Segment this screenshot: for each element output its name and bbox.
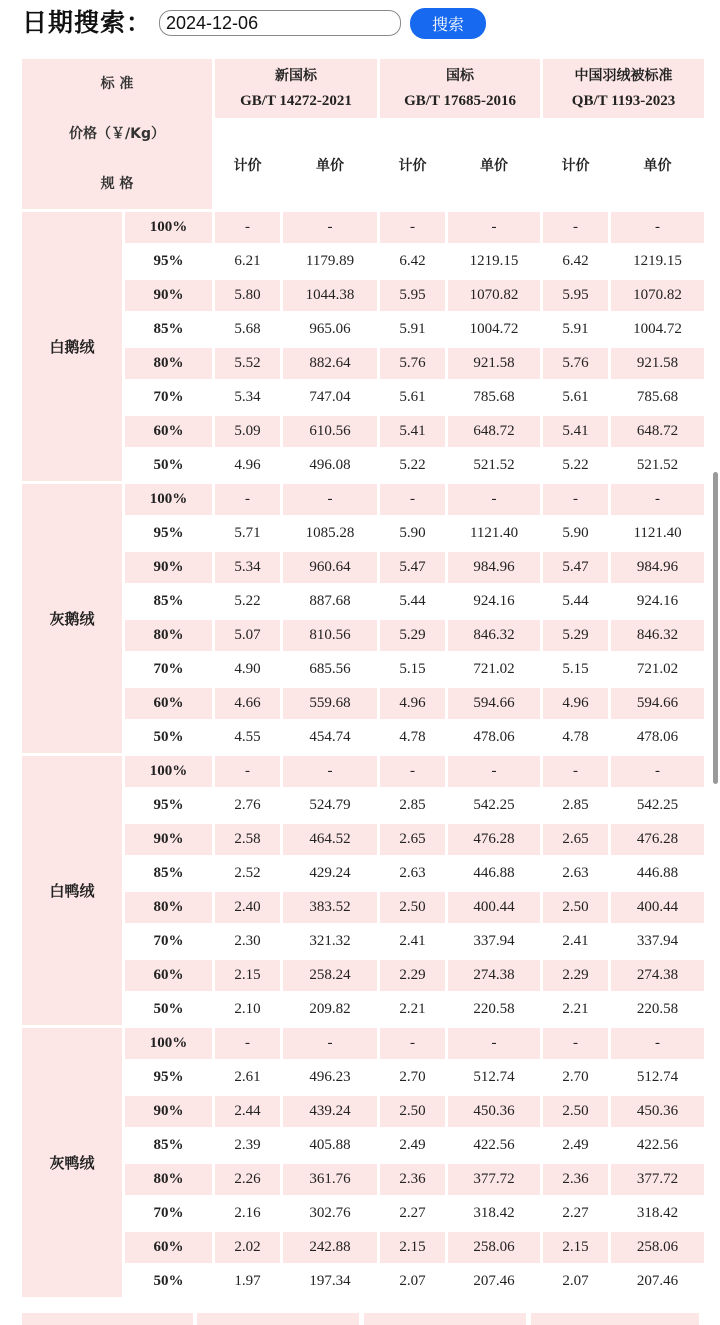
unit-price-cell: 984.96 bbox=[611, 552, 704, 583]
price-cell: 2.85 bbox=[543, 790, 608, 821]
table-row bbox=[22, 654, 704, 685]
next-table-header-strip bbox=[364, 1313, 526, 1325]
price-cell: 5.91 bbox=[380, 314, 445, 345]
price-cell: 2.16 bbox=[215, 1198, 280, 1229]
price-cell: 2.41 bbox=[543, 926, 608, 957]
price-cell: 2.70 bbox=[380, 1062, 445, 1093]
unit-price-cell: 446.88 bbox=[611, 858, 704, 889]
price-cell: 2.85 bbox=[380, 790, 445, 821]
price-cell: 5.44 bbox=[380, 586, 445, 617]
table-row bbox=[22, 1130, 704, 1161]
price-cell: 5.95 bbox=[380, 280, 445, 311]
price-cell: 5.29 bbox=[380, 620, 445, 651]
unit-price-cell: 524.79 bbox=[283, 790, 377, 821]
category-label: 白鹅绒 bbox=[22, 212, 122, 481]
table-row bbox=[22, 892, 704, 923]
price-cell: - bbox=[380, 212, 445, 243]
table-row bbox=[22, 1232, 704, 1263]
price-cell: 5.61 bbox=[543, 382, 608, 413]
unit-price-cell: 207.46 bbox=[448, 1266, 540, 1297]
unit-price-cell: 258.24 bbox=[283, 960, 377, 991]
table-row bbox=[22, 1164, 704, 1195]
unit-price-cell: 1070.82 bbox=[611, 280, 704, 311]
unit-price-cell: 361.76 bbox=[283, 1164, 377, 1195]
price-cell: 2.52 bbox=[215, 858, 280, 889]
price-cell: 5.68 bbox=[215, 314, 280, 345]
unit-price-cell: 960.64 bbox=[283, 552, 377, 583]
unit-price-cell: 721.02 bbox=[448, 654, 540, 685]
date-input[interactable] bbox=[159, 10, 401, 36]
unit-price-cell: 476.28 bbox=[611, 824, 704, 855]
corner-standard-label: 标 准 bbox=[100, 76, 134, 92]
price-cell: 2.39 bbox=[215, 1130, 280, 1161]
table-row bbox=[22, 246, 704, 277]
unit-price-cell: 887.68 bbox=[283, 586, 377, 617]
unit-price-cell: 512.74 bbox=[611, 1062, 704, 1093]
unit-price-cell: - bbox=[283, 1028, 377, 1059]
next-table-header-strip bbox=[22, 1313, 193, 1325]
corner-grade-label: 规 格 bbox=[100, 176, 134, 192]
price-cell: 5.95 bbox=[543, 280, 608, 311]
unit-price-cell: 337.94 bbox=[448, 926, 540, 957]
unit-price-cell: 594.66 bbox=[611, 688, 704, 719]
column-header-price: 计价 bbox=[380, 121, 445, 209]
unit-price-cell: 496.23 bbox=[283, 1062, 377, 1093]
price-cell: 5.52 bbox=[215, 348, 280, 379]
grade-label: 80% bbox=[125, 1164, 212, 1195]
price-cell: 2.15 bbox=[380, 1232, 445, 1263]
date-search-label: 日期搜索： bbox=[22, 8, 153, 37]
grade-label: 90% bbox=[125, 280, 212, 311]
price-cell: 2.15 bbox=[215, 960, 280, 991]
grade-label: 80% bbox=[125, 892, 212, 923]
table-row bbox=[22, 790, 704, 821]
table-row bbox=[22, 1266, 704, 1297]
price-cell: 4.96 bbox=[215, 450, 280, 481]
table-row bbox=[22, 280, 704, 311]
grade-label: 90% bbox=[125, 1096, 212, 1127]
unit-price-cell: 478.06 bbox=[448, 722, 540, 753]
grade-label: 95% bbox=[125, 246, 212, 277]
price-cell: - bbox=[215, 1028, 280, 1059]
category-label: 灰鸭绒 bbox=[22, 1028, 122, 1297]
unit-price-cell: 542.25 bbox=[611, 790, 704, 821]
unit-price-cell: 400.44 bbox=[611, 892, 704, 923]
unit-price-cell: 559.68 bbox=[283, 688, 377, 719]
unit-price-cell: 496.08 bbox=[283, 450, 377, 481]
price-cell: 2.21 bbox=[380, 994, 445, 1025]
table-row bbox=[22, 994, 704, 1025]
unit-price-cell: 242.88 bbox=[283, 1232, 377, 1263]
table-row bbox=[22, 1062, 704, 1093]
price-cell: 2.15 bbox=[543, 1232, 608, 1263]
date-search-bar bbox=[0, 0, 720, 52]
unit-price-cell: 965.06 bbox=[283, 314, 377, 345]
unit-price-cell: 984.96 bbox=[448, 552, 540, 583]
table-row bbox=[22, 722, 704, 753]
price-cell: 2.63 bbox=[543, 858, 608, 889]
table-row bbox=[22, 1198, 704, 1229]
grade-label: 100% bbox=[125, 212, 212, 243]
grade-label: 100% bbox=[125, 1028, 212, 1059]
unit-price-cell: 197.34 bbox=[283, 1266, 377, 1297]
unit-price-cell: 1070.82 bbox=[448, 280, 540, 311]
unit-price-cell: 521.52 bbox=[448, 450, 540, 481]
table-row bbox=[22, 1096, 704, 1127]
unit-price-cell: 846.32 bbox=[611, 620, 704, 651]
price-cell: 2.49 bbox=[380, 1130, 445, 1161]
price-cell: 5.61 bbox=[380, 382, 445, 413]
price-cell: 2.07 bbox=[543, 1266, 608, 1297]
grade-label: 50% bbox=[125, 1266, 212, 1297]
unit-price-cell: 274.38 bbox=[448, 960, 540, 991]
grade-label: 70% bbox=[125, 926, 212, 957]
table-row bbox=[22, 212, 704, 243]
price-cell: 4.96 bbox=[543, 688, 608, 719]
grade-label: 50% bbox=[125, 994, 212, 1025]
price-table bbox=[19, 56, 707, 1300]
grade-label: 60% bbox=[125, 688, 212, 719]
table-row bbox=[22, 1028, 704, 1059]
price-cell: 5.90 bbox=[380, 518, 445, 549]
table-row bbox=[22, 960, 704, 991]
unit-price-cell: 785.68 bbox=[611, 382, 704, 413]
price-cell: 2.50 bbox=[380, 892, 445, 923]
price-cell: 2.21 bbox=[543, 994, 608, 1025]
unit-price-cell: 542.25 bbox=[448, 790, 540, 821]
unit-price-cell: 1121.40 bbox=[611, 518, 704, 549]
unit-price-cell: 318.42 bbox=[448, 1198, 540, 1229]
column-header-price: 计价 bbox=[543, 121, 608, 209]
price-cell: 5.15 bbox=[543, 654, 608, 685]
table-row bbox=[22, 756, 704, 787]
grade-label: 90% bbox=[125, 824, 212, 855]
price-cell: 6.42 bbox=[543, 246, 608, 277]
price-table-body bbox=[22, 212, 704, 1297]
price-cell: 4.90 bbox=[215, 654, 280, 685]
unit-price-cell: 422.56 bbox=[611, 1130, 704, 1161]
unit-price-cell: 1219.15 bbox=[448, 246, 540, 277]
price-cell: 5.22 bbox=[215, 586, 280, 617]
price-cell: 2.02 bbox=[215, 1232, 280, 1263]
unit-price-cell: 220.58 bbox=[448, 994, 540, 1025]
unit-price-cell: 921.58 bbox=[611, 348, 704, 379]
unit-price-cell: - bbox=[611, 1028, 704, 1059]
unit-price-cell: 512.74 bbox=[448, 1062, 540, 1093]
unit-price-cell: - bbox=[283, 484, 377, 515]
grade-label: 85% bbox=[125, 858, 212, 889]
unit-price-cell: 258.06 bbox=[448, 1232, 540, 1263]
category-label: 白鸭绒 bbox=[22, 756, 122, 1025]
price-cell: 5.71 bbox=[215, 518, 280, 549]
unit-price-cell: - bbox=[283, 212, 377, 243]
unit-price-cell: 476.28 bbox=[448, 824, 540, 855]
unit-price-cell: 921.58 bbox=[448, 348, 540, 379]
price-cell: 5.91 bbox=[543, 314, 608, 345]
grade-label: 80% bbox=[125, 620, 212, 651]
grade-label: 80% bbox=[125, 348, 212, 379]
price-cell: - bbox=[543, 484, 608, 515]
price-cell: - bbox=[380, 1028, 445, 1059]
unit-price-cell: 302.76 bbox=[283, 1198, 377, 1229]
unit-price-cell: 422.56 bbox=[448, 1130, 540, 1161]
grade-label: 85% bbox=[125, 314, 212, 345]
price-cell: 2.49 bbox=[543, 1130, 608, 1161]
unit-price-cell: 521.52 bbox=[611, 450, 704, 481]
unit-price-cell: 377.72 bbox=[448, 1164, 540, 1195]
unit-price-cell: 446.88 bbox=[448, 858, 540, 889]
standard-name: 中国羽绒被标准 bbox=[574, 67, 673, 84]
grade-label: 60% bbox=[125, 1232, 212, 1263]
standard-code: GB/T 14272-2021 bbox=[240, 92, 352, 109]
standard-code: GB/T 17685-2016 bbox=[404, 92, 516, 109]
price-cell: 5.47 bbox=[543, 552, 608, 583]
grade-label: 85% bbox=[125, 1130, 212, 1161]
unit-price-cell: 258.06 bbox=[611, 1232, 704, 1263]
price-cell: 5.34 bbox=[215, 382, 280, 413]
price-cell: 5.41 bbox=[380, 416, 445, 447]
unit-price-cell: 924.16 bbox=[448, 586, 540, 617]
search-button[interactable]: 搜索 bbox=[410, 8, 486, 39]
price-cell: - bbox=[380, 756, 445, 787]
price-cell: 2.36 bbox=[380, 1164, 445, 1195]
category-label: 灰鹅绒 bbox=[22, 484, 122, 753]
unit-price-cell: - bbox=[611, 756, 704, 787]
price-cell: - bbox=[380, 484, 445, 515]
price-cell: 2.50 bbox=[543, 892, 608, 923]
unit-price-cell: 810.56 bbox=[283, 620, 377, 651]
unit-price-cell: 318.42 bbox=[611, 1198, 704, 1229]
grade-label: 90% bbox=[125, 552, 212, 583]
unit-price-cell: - bbox=[448, 212, 540, 243]
unit-price-cell: 220.58 bbox=[611, 994, 704, 1025]
grade-label: 50% bbox=[125, 450, 212, 481]
unit-price-cell: 882.64 bbox=[283, 348, 377, 379]
price-cell: 5.07 bbox=[215, 620, 280, 651]
price-cell: 2.41 bbox=[380, 926, 445, 957]
unit-price-cell: 1179.89 bbox=[283, 246, 377, 277]
price-cell: 5.22 bbox=[380, 450, 445, 481]
unit-price-cell: 1004.72 bbox=[448, 314, 540, 345]
grade-label: 95% bbox=[125, 790, 212, 821]
price-cell: 2.26 bbox=[215, 1164, 280, 1195]
unit-price-cell: 377.72 bbox=[611, 1164, 704, 1195]
unit-price-cell: 785.68 bbox=[448, 382, 540, 413]
unit-price-cell: 383.52 bbox=[283, 892, 377, 923]
unit-price-cell: 321.32 bbox=[283, 926, 377, 957]
unit-price-cell: 454.74 bbox=[283, 722, 377, 753]
unit-price-cell: 450.36 bbox=[611, 1096, 704, 1127]
price-cell: 5.22 bbox=[543, 450, 608, 481]
standard-header bbox=[380, 59, 540, 118]
table-corner-header bbox=[22, 59, 212, 209]
grade-label: 70% bbox=[125, 1198, 212, 1229]
price-cell: 2.50 bbox=[380, 1096, 445, 1127]
table-row bbox=[22, 824, 704, 855]
unit-price-cell: - bbox=[611, 212, 704, 243]
price-cell: 2.07 bbox=[380, 1266, 445, 1297]
price-cell: - bbox=[543, 212, 608, 243]
table-row bbox=[22, 586, 704, 617]
price-cell: 4.66 bbox=[215, 688, 280, 719]
price-cell: 2.70 bbox=[543, 1062, 608, 1093]
standard-header bbox=[215, 59, 377, 118]
standard-name: 国标 bbox=[446, 67, 475, 84]
column-header-unit-price: 单价 bbox=[611, 121, 704, 209]
grade-label: 70% bbox=[125, 382, 212, 413]
standard-name: 新国标 bbox=[275, 67, 318, 84]
table-row bbox=[22, 450, 704, 481]
grade-label: 95% bbox=[125, 1062, 212, 1093]
unit-price-cell: 478.06 bbox=[611, 722, 704, 753]
grade-label: 60% bbox=[125, 416, 212, 447]
standard-header bbox=[543, 59, 704, 118]
price-cell: 2.44 bbox=[215, 1096, 280, 1127]
price-cell: 5.76 bbox=[380, 348, 445, 379]
price-cell: 2.63 bbox=[380, 858, 445, 889]
price-cell: 5.76 bbox=[543, 348, 608, 379]
price-cell: 4.55 bbox=[215, 722, 280, 753]
price-cell: 2.27 bbox=[543, 1198, 608, 1229]
price-cell: 6.21 bbox=[215, 246, 280, 277]
next-table-header-strip bbox=[197, 1313, 359, 1325]
unit-price-cell: 429.24 bbox=[283, 858, 377, 889]
table-row bbox=[22, 348, 704, 379]
unit-price-cell: 209.82 bbox=[283, 994, 377, 1025]
unit-price-cell: 648.72 bbox=[611, 416, 704, 447]
price-cell: 5.34 bbox=[215, 552, 280, 583]
unit-price-cell: 337.94 bbox=[611, 926, 704, 957]
table-row bbox=[22, 484, 704, 515]
price-cell: 2.58 bbox=[215, 824, 280, 855]
unit-price-cell: 721.02 bbox=[611, 654, 704, 685]
unit-price-cell: 464.52 bbox=[283, 824, 377, 855]
unit-price-cell: 450.36 bbox=[448, 1096, 540, 1127]
unit-price-cell: 207.46 bbox=[611, 1266, 704, 1297]
grade-label: 95% bbox=[125, 518, 212, 549]
price-cell: 5.29 bbox=[543, 620, 608, 651]
table-row bbox=[22, 688, 704, 719]
standard-code: QB/T 1193-2023 bbox=[571, 92, 676, 109]
unit-price-cell: 1121.40 bbox=[448, 518, 540, 549]
grade-label: 100% bbox=[125, 756, 212, 787]
table-row bbox=[22, 382, 704, 413]
unit-price-cell: 648.72 bbox=[448, 416, 540, 447]
price-cell: - bbox=[215, 212, 280, 243]
grade-label: 70% bbox=[125, 654, 212, 685]
price-cell: 5.09 bbox=[215, 416, 280, 447]
unit-price-cell: - bbox=[611, 484, 704, 515]
price-cell: 5.44 bbox=[543, 586, 608, 617]
price-cell: 2.10 bbox=[215, 994, 280, 1025]
unit-price-cell: 1044.38 bbox=[283, 280, 377, 311]
grade-label: 100% bbox=[125, 484, 212, 515]
price-cell: 5.80 bbox=[215, 280, 280, 311]
table-row bbox=[22, 620, 704, 651]
unit-price-cell: 1219.15 bbox=[611, 246, 704, 277]
unit-price-cell: 400.44 bbox=[448, 892, 540, 923]
price-cell: 2.50 bbox=[543, 1096, 608, 1127]
unit-price-cell: - bbox=[448, 484, 540, 515]
unit-price-cell: 405.88 bbox=[283, 1130, 377, 1161]
price-cell: 2.27 bbox=[380, 1198, 445, 1229]
price-cell: 2.61 bbox=[215, 1062, 280, 1093]
price-cell: 2.65 bbox=[543, 824, 608, 855]
table-row bbox=[22, 314, 704, 345]
price-cell: 4.96 bbox=[380, 688, 445, 719]
unit-price-cell: 685.56 bbox=[283, 654, 377, 685]
price-cell: 4.78 bbox=[380, 722, 445, 753]
table-row bbox=[22, 518, 704, 549]
price-cell: 6.42 bbox=[380, 246, 445, 277]
price-cell: 2.65 bbox=[380, 824, 445, 855]
unit-price-cell: 594.66 bbox=[448, 688, 540, 719]
table-row bbox=[22, 926, 704, 957]
price-cell: 2.36 bbox=[543, 1164, 608, 1195]
price-cell: - bbox=[215, 756, 280, 787]
price-cell: 5.47 bbox=[380, 552, 445, 583]
price-cell: 4.78 bbox=[543, 722, 608, 753]
unit-price-cell: 747.04 bbox=[283, 382, 377, 413]
column-header-unit-price: 单价 bbox=[283, 121, 377, 209]
grade-label: 60% bbox=[125, 960, 212, 991]
unit-price-cell: 1004.72 bbox=[611, 314, 704, 345]
unit-price-cell: 274.38 bbox=[611, 960, 704, 991]
table-row bbox=[22, 552, 704, 583]
unit-price-cell: 924.16 bbox=[611, 586, 704, 617]
price-cell: 2.40 bbox=[215, 892, 280, 923]
unit-price-cell: - bbox=[448, 756, 540, 787]
price-cell: 2.76 bbox=[215, 790, 280, 821]
price-cell: 2.29 bbox=[543, 960, 608, 991]
price-cell: - bbox=[543, 1028, 608, 1059]
table-row bbox=[22, 858, 704, 889]
price-cell: - bbox=[543, 756, 608, 787]
next-table-header-strip bbox=[531, 1313, 699, 1325]
column-header-unit-price: 单价 bbox=[448, 121, 540, 209]
vertical-scrollbar[interactable] bbox=[713, 472, 718, 784]
unit-price-cell: 439.24 bbox=[283, 1096, 377, 1127]
price-cell: 2.30 bbox=[215, 926, 280, 957]
unit-price-cell: - bbox=[283, 756, 377, 787]
grade-label: 50% bbox=[125, 722, 212, 753]
price-cell: 5.90 bbox=[543, 518, 608, 549]
corner-price-label: 价格（￥/Kg） bbox=[69, 126, 165, 142]
unit-price-cell: - bbox=[448, 1028, 540, 1059]
price-cell: 5.15 bbox=[380, 654, 445, 685]
unit-price-cell: 610.56 bbox=[283, 416, 377, 447]
unit-price-cell: 1085.28 bbox=[283, 518, 377, 549]
table-row bbox=[22, 416, 704, 447]
price-cell: - bbox=[215, 484, 280, 515]
price-cell: 1.97 bbox=[215, 1266, 280, 1297]
grade-label: 85% bbox=[125, 586, 212, 617]
column-header-price: 计价 bbox=[215, 121, 280, 209]
price-cell: 2.29 bbox=[380, 960, 445, 991]
price-cell: 5.41 bbox=[543, 416, 608, 447]
unit-price-cell: 846.32 bbox=[448, 620, 540, 651]
